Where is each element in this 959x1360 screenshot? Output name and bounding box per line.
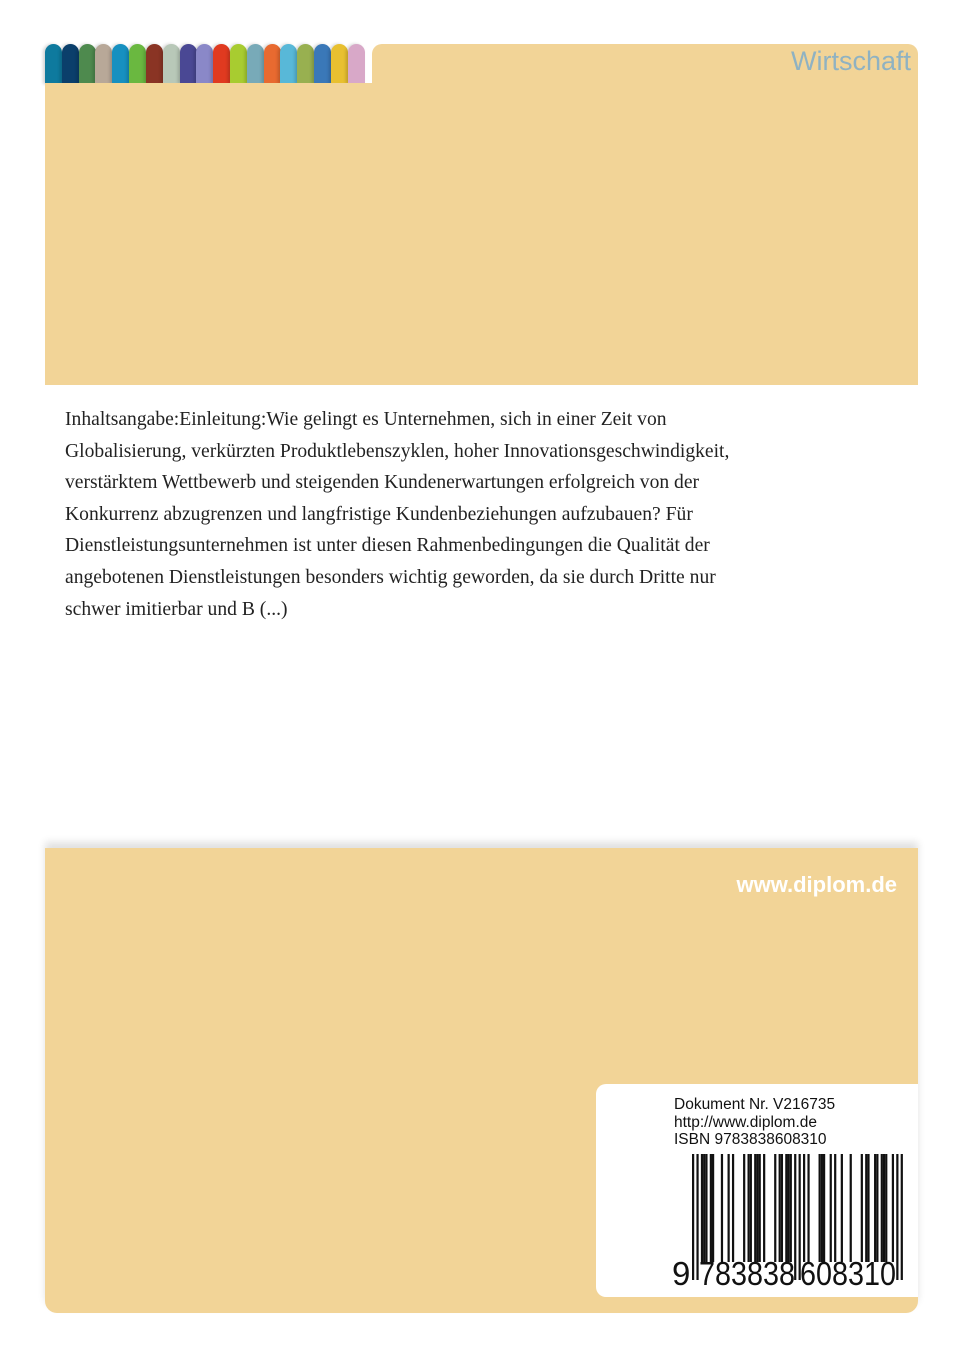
barcode-bar [743,1154,745,1262]
barcode-bar [763,1154,765,1262]
color-tab [314,44,331,84]
color-tab [146,44,163,84]
barcode-bar [803,1154,805,1262]
barcode-bar [785,1154,787,1262]
document-number: Dokument Nr. V216735 [674,1096,836,1113]
barcode-bar [850,1154,852,1262]
blurb-line: Dienstleistungsunternehmen ist unter diesen Rahmenbedingungen die Qualität der [65,535,710,557]
barcode-bar [823,1154,825,1262]
color-tab [348,44,365,84]
color-tab [62,44,79,84]
isbn-label [596,1084,918,1297]
blurb-line: verstärktem Wettbewerb und steigenden Kundenerwartungen erfolgreich von der [65,472,700,494]
color-tab [297,44,314,84]
blurb-line: angebotenen Dienstleistungen besonders wichtig geworden, da sie durch Dritte nur [65,566,716,588]
barcode-bar [819,1154,821,1262]
barcode-bar [774,1154,776,1262]
barcode-bar [728,1154,730,1262]
barcode-bar [692,1154,694,1280]
publisher-url: http://www.diplom.de [674,1113,818,1131]
blurb-line: Konkurrenz abzugrenzen und langfristige Kundenbeziehungen aufzubauen? Für [65,503,693,525]
barcode-bar [721,1154,723,1262]
color-tab [247,44,264,84]
color-tab [180,44,197,84]
barcode-digit-first: 9 [672,1255,691,1292]
barcode [596,1084,918,1297]
color-tab [95,44,112,84]
color-tab [79,44,96,84]
blurb-line: Inhaltsangabe:Einleitung:Wie gelingt es Unternehmen, sich in einer Zeit von [65,409,667,430]
barcode-bar [881,1154,883,1262]
barcode-bar [781,1154,783,1262]
color-tab [112,44,129,84]
blurb-line: Globalisierung, verkürzten Produktlebenszyklen, hoher Innovationsgeschwindigkeit, [65,440,730,462]
barcode-bar [748,1154,750,1262]
color-tab [331,44,348,84]
barcode-bar [759,1154,761,1262]
barcode-bar [756,1154,758,1262]
top-color-panel [45,83,918,385]
barcode-bar [876,1154,878,1262]
color-tabs [45,44,364,84]
color-tab [163,44,180,84]
barcode-bar [821,1154,823,1262]
barcode-bar [892,1154,894,1262]
barcode-bar [874,1154,876,1262]
isbn-text: ISBN 9783838608310 [674,1131,827,1148]
publisher-website: www.diplom.de [736,872,897,897]
color-tab [213,44,230,84]
barcode-bar [787,1154,789,1262]
barcode-digits-left: 783838 [699,1255,795,1292]
barcode-bar [705,1154,707,1262]
barcode-bar [830,1154,832,1262]
color-tab [129,44,146,84]
barcode-bar [710,1154,712,1262]
blurb-line: schwer imitierbar und B (...) [65,598,288,620]
barcode-bar [732,1154,734,1262]
barcode-bar [807,1154,809,1262]
blurb-text [65,404,729,625]
color-tab [264,44,281,84]
barcode-bar [779,1154,781,1262]
color-tab [45,44,62,84]
barcode-digits-right: 608310 [800,1255,896,1292]
color-tab [196,44,213,84]
barcode-bar [865,1154,867,1262]
barcode-bar [712,1154,714,1262]
color-tab [280,44,297,84]
barcode-bar [885,1154,887,1262]
barcode-bar [841,1154,843,1262]
barcode-bar [701,1154,703,1262]
barcode-bar [703,1154,705,1262]
barcode-bar [867,1154,869,1262]
barcode-bar [790,1154,792,1262]
color-tab [230,44,247,84]
barcode-bar [754,1154,756,1262]
barcode-bar [861,1154,863,1262]
barcode-bar [834,1154,836,1262]
barcode-bar [750,1154,752,1262]
barcode-bar [901,1154,903,1280]
barcode-bar [896,1154,898,1280]
barcode-bar [883,1154,885,1262]
category-label: Wirtschaft [790,46,911,76]
